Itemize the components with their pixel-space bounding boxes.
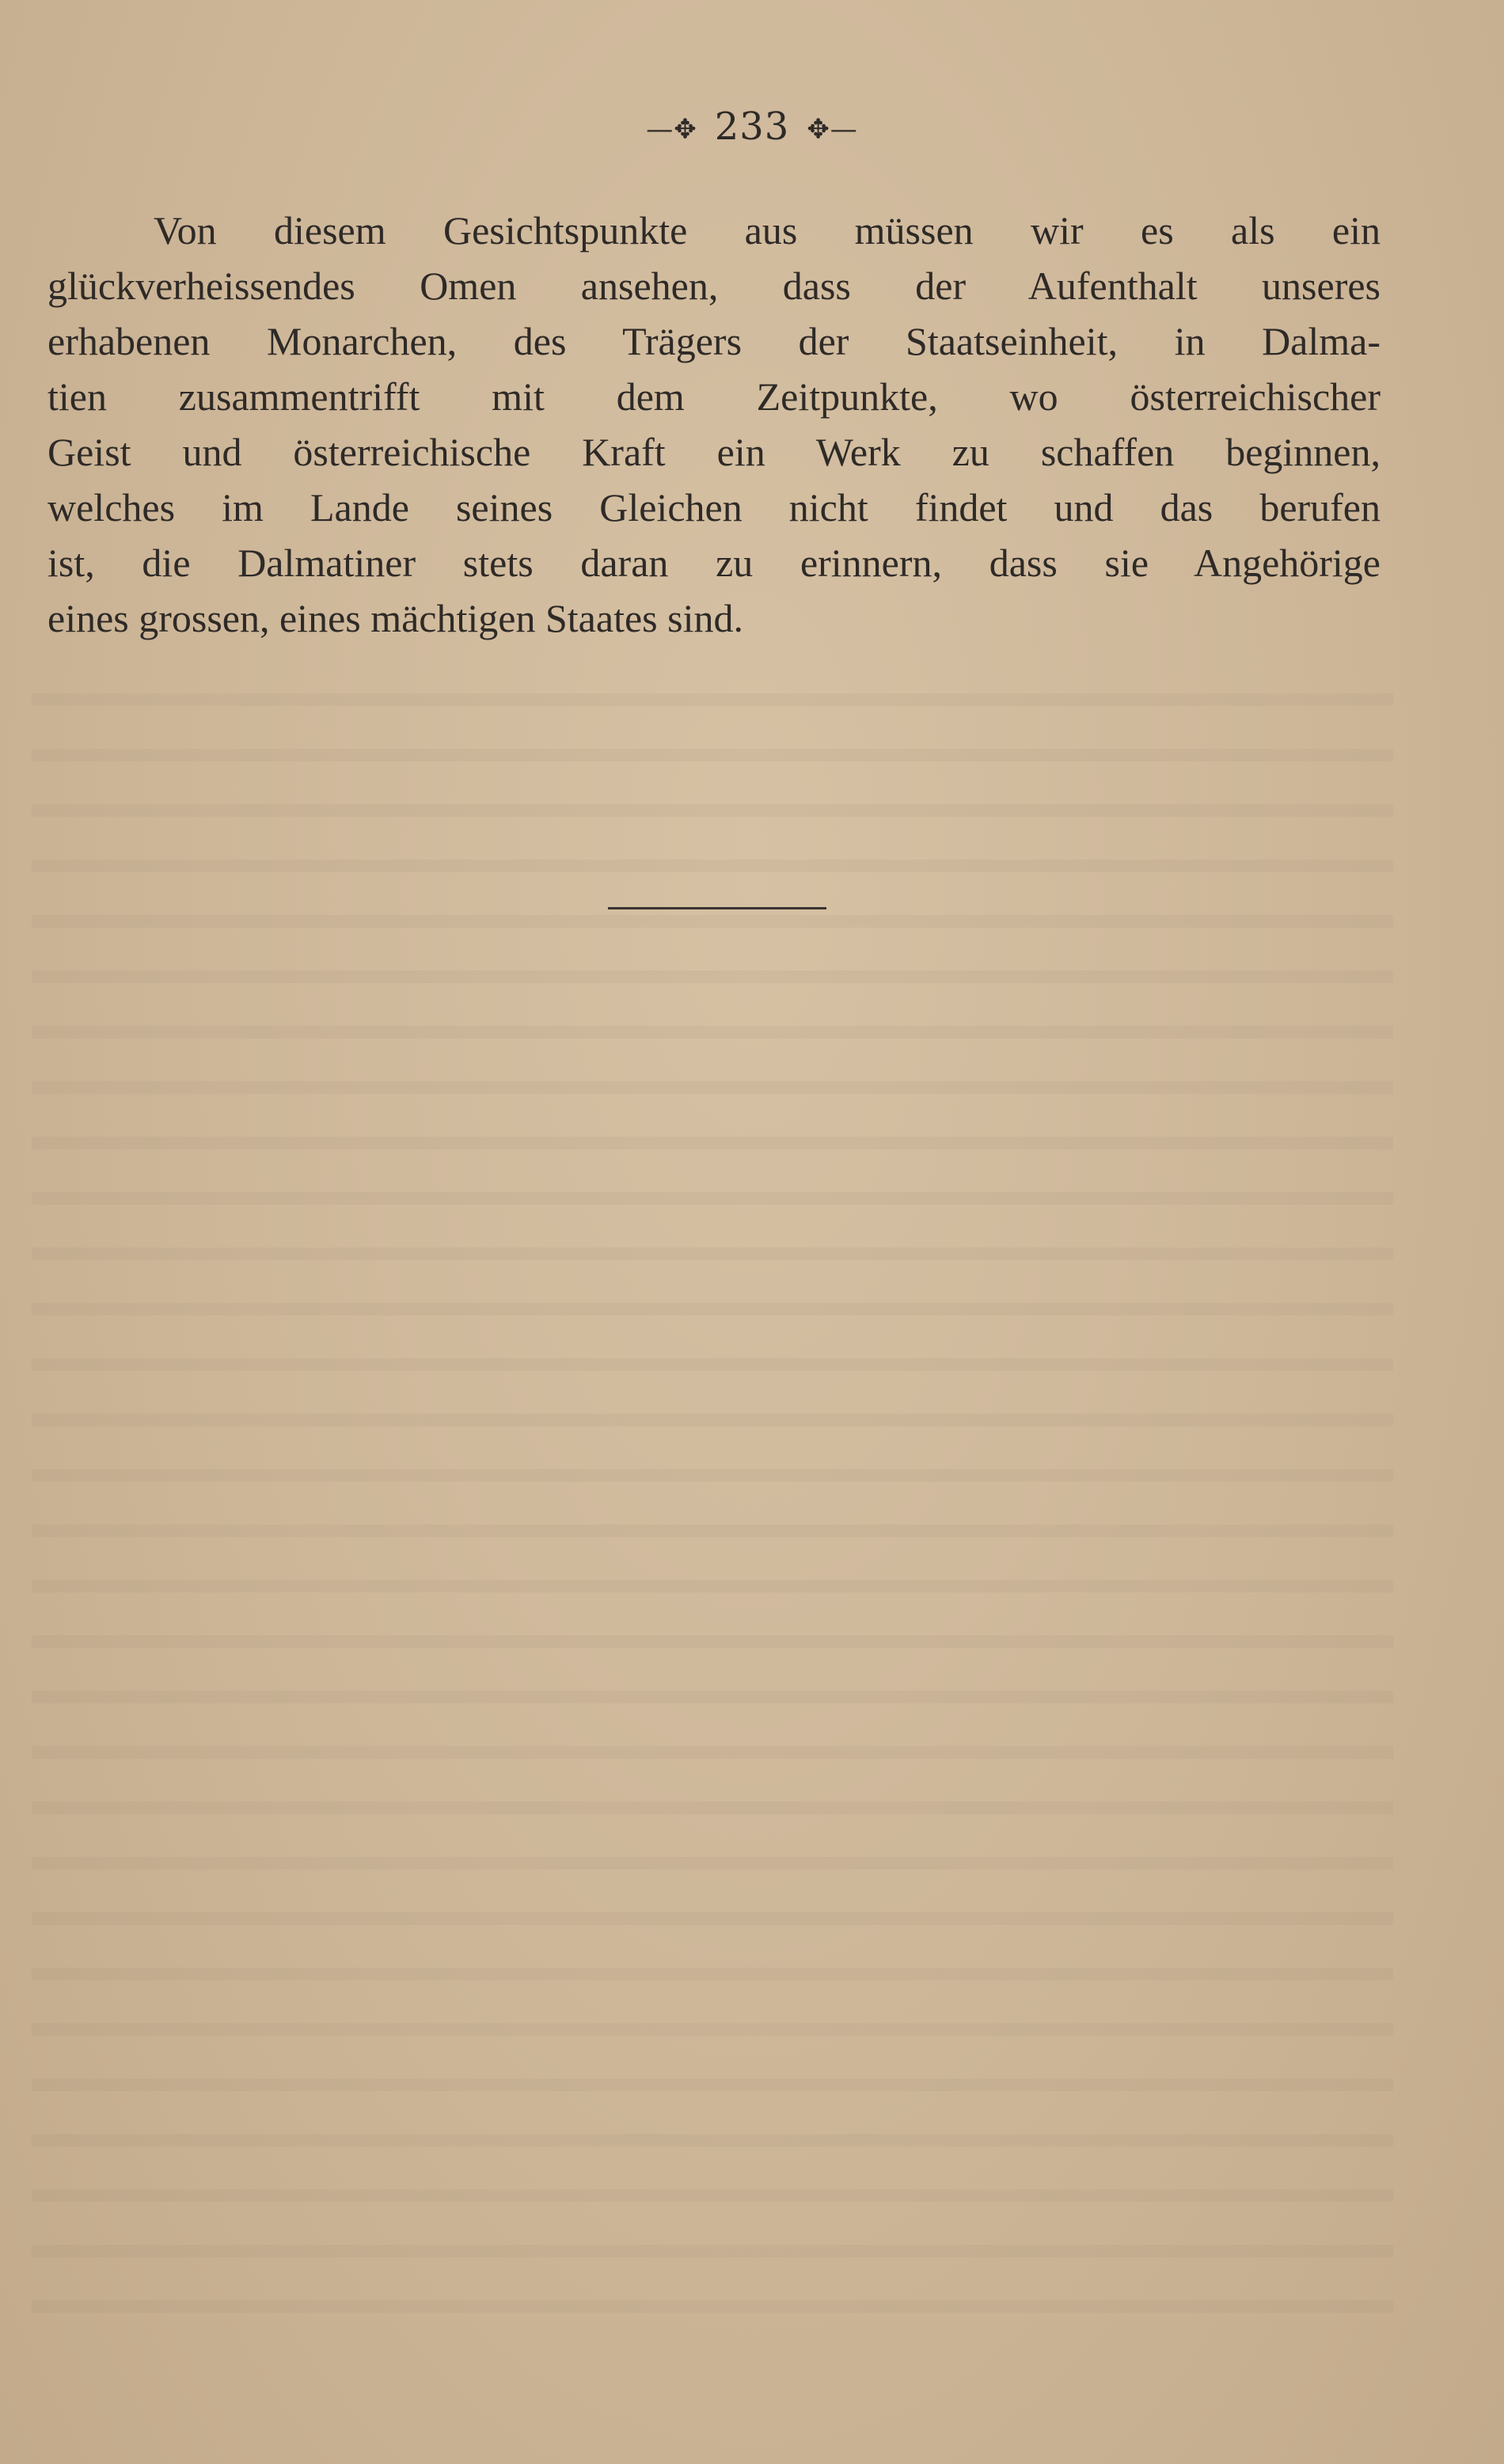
text-line: tien zusammentrifft mit dem Zeitpunkte, wo österreichischer xyxy=(47,374,1381,419)
page-header xyxy=(0,103,1504,154)
text-line: welches im Lande seines Gleichen nicht findet und das berufen xyxy=(47,485,1381,530)
ornament-right-icon: ✥— xyxy=(807,113,858,146)
section-divider xyxy=(608,907,826,909)
reverse-side-show-through xyxy=(32,657,1393,2319)
text-line: Geist und österreichische Kraft ein Werk zu schaffen beginnen, xyxy=(47,430,1381,474)
page-number: 233 xyxy=(714,104,790,149)
ornament-left-icon: —✥ xyxy=(646,113,697,146)
paragraph xyxy=(47,203,1381,646)
text-line: erhabenen Monarchen, des Trägers der Staatseinheit, in Dalma- xyxy=(47,319,1381,363)
text-line: Von diesem Gesichtspunkte aus müssen wir es als ein xyxy=(154,208,1381,252)
text-line: ist, die Dalmatiner stets daran zu erinnern, dass sie Angehörige xyxy=(47,541,1381,585)
text-line: glückverheissendes Omen ansehen, dass der Aufenthalt unseres xyxy=(47,264,1381,308)
text-line: eines grossen, eines mächtigen Staates sind. xyxy=(47,596,743,640)
